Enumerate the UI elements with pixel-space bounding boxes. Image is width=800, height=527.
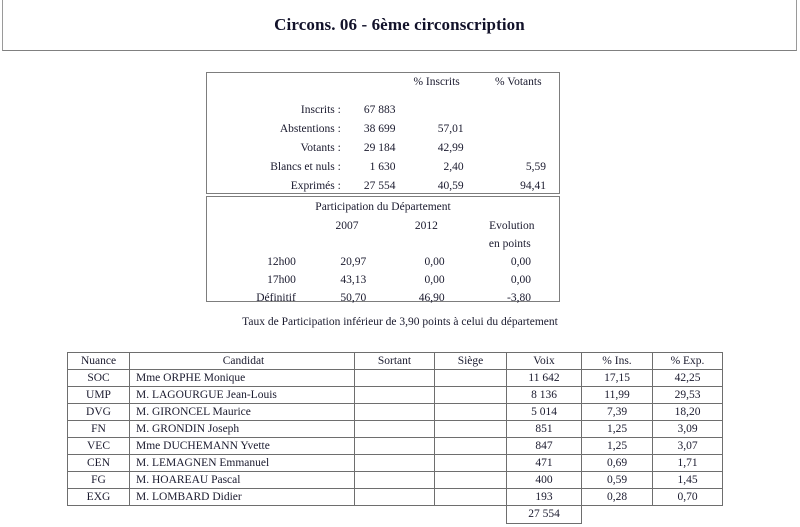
participation-box (206, 196, 560, 302)
cell-pct-ins: 0,59 (582, 472, 653, 489)
summary-label: Abstentions : (279, 123, 341, 135)
cell-nuance: DVG (68, 404, 130, 421)
results-total-row (68, 506, 723, 524)
table-row (68, 404, 723, 421)
summary-spacer-row (207, 92, 559, 101)
results-header-pct-exp: % Exp. (653, 353, 723, 370)
summary-value: 67 883 (363, 104, 396, 116)
summary-header-row (207, 73, 559, 92)
cell-sortant (355, 404, 435, 421)
cell-voix: 11 642 (507, 370, 582, 387)
summary-value: 1 630 (369, 161, 396, 173)
cell-sortant (355, 438, 435, 455)
participation-header-evolution-sub: en points (488, 238, 531, 250)
participation-evolution: 0,00 (510, 256, 531, 268)
page-header-band (2, 0, 797, 51)
total-spacer-pct-ins (582, 506, 653, 524)
cell-voix: 8 136 (507, 387, 582, 404)
table-row (68, 455, 723, 472)
cell-pct-exp: 3,09 (653, 421, 723, 438)
cell-pct-ins: 0,28 (582, 489, 653, 506)
cell-nuance: CEN (68, 455, 130, 472)
cell-nuance: FG (68, 472, 130, 489)
total-voix: 27 554 (507, 506, 582, 524)
summary-label: Inscrits : (300, 104, 341, 116)
cell-candidat: Mme ORPHE Monique (130, 370, 355, 387)
table-row (68, 370, 723, 387)
participation-row (207, 271, 559, 289)
cell-siege (435, 489, 507, 506)
cell-pct-ins: 1,25 (582, 438, 653, 455)
cell-pct-ins: 0,69 (582, 455, 653, 472)
participation-2007: 50,70 (340, 292, 367, 304)
participation-label: Définitif (256, 292, 296, 304)
summary-pct-inscrits (396, 101, 478, 120)
table-row (68, 421, 723, 438)
participation-header-2007: 2007 (335, 220, 359, 232)
cell-sortant (355, 387, 435, 404)
cell-voix: 847 (507, 438, 582, 455)
cell-siege (435, 370, 507, 387)
participation-table (207, 217, 559, 307)
participation-subheader-row (207, 235, 559, 253)
results-header-row (68, 353, 723, 370)
summary-label: Exprimés : (290, 180, 341, 192)
summary-value: 29 184 (363, 142, 396, 154)
cell-pct-exp: 29,53 (653, 387, 723, 404)
summary-row (207, 139, 559, 158)
cell-pct-exp: 3,07 (653, 438, 723, 455)
table-row (68, 489, 723, 506)
cell-pct-exp: 1,71 (653, 455, 723, 472)
page-title: Circons. 06 - 6ème circonscription (274, 15, 525, 34)
cell-candidat: Mme DUCHEMANN Yvette (130, 438, 355, 455)
summary-row (207, 158, 559, 177)
cell-candidat: M. HOAREAU Pascal (130, 472, 355, 489)
participation-2007: 20,97 (340, 256, 367, 268)
participation-evolution: -3,80 (507, 292, 531, 304)
cell-candidat: M. LOMBARD Didier (130, 489, 355, 506)
participation-header-evolution: Evolution (489, 220, 535, 232)
cell-candidat: M. LEMAGNEN Emmanuel (130, 455, 355, 472)
results-table-wrapper (67, 352, 705, 524)
results-header-candidat: Candidat (130, 353, 355, 370)
cell-sortant (355, 472, 435, 489)
summary-pct-inscrits: 42,99 (437, 142, 464, 154)
participation-header-2012: 2012 (414, 220, 438, 232)
cell-candidat: M. LAGOURGUE Jean-Louis (130, 387, 355, 404)
total-spacer-nuance (68, 506, 130, 524)
cell-pct-exp: 42,25 (653, 370, 723, 387)
summary-header-pct-votants: % Votants (495, 76, 542, 88)
participation-2012: 0,00 (424, 256, 445, 268)
cell-voix: 193 (507, 489, 582, 506)
participation-caption: Taux de Participation inférieur de 3,90 points à celui du département (242, 316, 558, 328)
participation-label: 12h00 (267, 256, 296, 268)
cell-pct-exp: 0,70 (653, 489, 723, 506)
summary-pct-inscrits: 57,01 (437, 123, 464, 135)
total-spacer-candidat (130, 506, 355, 524)
total-spacer-pct-exp (653, 506, 723, 524)
cell-siege (435, 404, 507, 421)
cell-voix: 471 (507, 455, 582, 472)
summary-pct-inscrits: 40,59 (437, 180, 464, 192)
cell-nuance: FN (68, 421, 130, 438)
participation-row (207, 253, 559, 271)
cell-siege (435, 387, 507, 404)
summary-pct-votants (478, 120, 559, 139)
cell-siege (435, 438, 507, 455)
table-row (68, 472, 723, 489)
participation-2012: 46,90 (418, 292, 445, 304)
cell-voix: 851 (507, 421, 582, 438)
summary-row (207, 101, 559, 120)
summary-row (207, 177, 559, 196)
summary-row (207, 120, 559, 139)
results-table (67, 352, 723, 524)
cell-nuance: VEC (68, 438, 130, 455)
cell-sortant (355, 370, 435, 387)
cell-sortant (355, 455, 435, 472)
cell-nuance: EXG (68, 489, 130, 506)
cell-candidat: M. GRONDIN Joseph (130, 421, 355, 438)
summary-value: 38 699 (363, 123, 396, 135)
cell-pct-exp: 18,20 (653, 404, 723, 421)
total-spacer-sortant (355, 506, 435, 524)
participation-2007: 43,13 (340, 274, 367, 286)
summary-header-spacer (207, 73, 347, 92)
summary-pct-inscrits: 2,40 (443, 161, 464, 173)
results-header-siege: Siège (435, 353, 507, 370)
cell-candidat: M. GIRONCEL Maurice (130, 404, 355, 421)
summary-label: Blancs et nuls : (270, 161, 341, 173)
summary-value: 27 554 (363, 180, 396, 192)
cell-pct-exp: 1,45 (653, 472, 723, 489)
participation-header-row (207, 217, 559, 235)
cell-pct-ins: 7,39 (582, 404, 653, 421)
results-header-nuance: Nuance (68, 353, 130, 370)
summary-pct-votants: 94,41 (520, 180, 546, 192)
cell-pct-ins: 11,99 (582, 387, 653, 404)
participation-title: Participation du Département (315, 201, 451, 213)
summary-label: Votants : (300, 142, 341, 154)
summary-pct-votants (478, 139, 559, 158)
summary-header-pct-inscrits: % Inscrits (413, 76, 460, 88)
participation-evolution: 0,00 (510, 274, 531, 286)
participation-label: 17h00 (267, 274, 296, 286)
cell-siege (435, 421, 507, 438)
cell-pct-ins: 17,15 (582, 370, 653, 387)
cell-nuance: UMP (68, 387, 130, 404)
cell-pct-ins: 1,25 (582, 421, 653, 438)
participation-2012: 0,00 (424, 274, 445, 286)
table-row (68, 438, 723, 455)
cell-sortant (355, 489, 435, 506)
results-header-voix: Voix (507, 353, 582, 370)
total-spacer-siege (435, 506, 507, 524)
summary-pct-votants: 5,59 (525, 161, 546, 173)
cell-siege (435, 455, 507, 472)
summary-header-spacer-value (347, 73, 396, 92)
results-header-pct-ins: % Ins. (582, 353, 653, 370)
summary-pct-votants (478, 101, 559, 120)
cell-voix: 5 014 (507, 404, 582, 421)
summary-box (206, 72, 560, 194)
cell-voix: 400 (507, 472, 582, 489)
cell-nuance: SOC (68, 370, 130, 387)
participation-header-spacer (207, 217, 306, 235)
cell-sortant (355, 421, 435, 438)
summary-table (207, 73, 559, 196)
table-row (68, 387, 723, 404)
participation-row (207, 289, 559, 307)
results-header-sortant: Sortant (355, 353, 435, 370)
cell-siege (435, 472, 507, 489)
